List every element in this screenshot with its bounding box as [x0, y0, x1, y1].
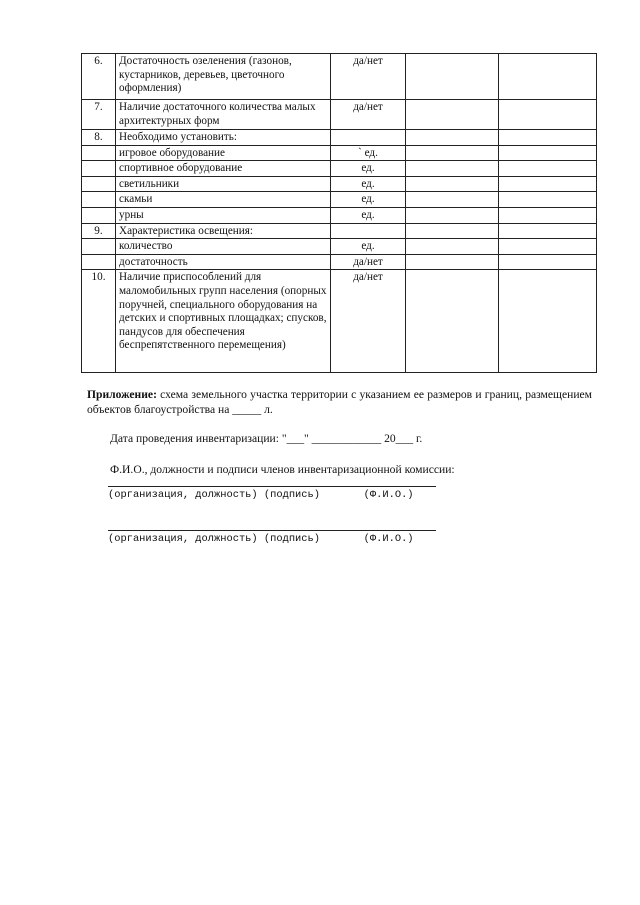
table-row — [82, 176, 597, 192]
row-number-cell: 9. — [82, 223, 116, 239]
row-unit-cell: ` ед. — [331, 145, 406, 161]
row-value-cell — [406, 145, 499, 161]
row-unit-cell: ед. — [331, 161, 406, 177]
signature-line-1 — [108, 486, 436, 487]
inventory-date-line: Дата проведения инвентаризации: "___" ____________ 20___ г. — [110, 432, 423, 445]
row-unit-cell: ед. — [331, 207, 406, 223]
row-value-cell — [406, 223, 499, 239]
signature-caption-1: (организация, должность) (подпись) (Ф.И.О.) — [108, 489, 414, 501]
row-number-cell — [82, 176, 116, 192]
appendix-paragraph — [87, 387, 592, 417]
row-note-cell — [499, 254, 597, 270]
row-number-cell — [82, 254, 116, 270]
inventory-table — [81, 53, 597, 373]
inventory-table-body — [82, 54, 597, 373]
row-description-cell: Наличие приспособлений для маломобильных групп населения (опорных поручней, специального оборудования на детских и спортивных площадках; спусков, пандусов для обеспечения беспрепятственного перемещения) — [116, 270, 331, 373]
row-description-cell: Необходимо установить: — [116, 130, 331, 146]
signature-caption-2: (организация, должность) (подпись) (Ф.И.О.) — [108, 533, 414, 545]
row-description-cell: Характеристика освещения: — [116, 223, 331, 239]
row-note-cell — [499, 176, 597, 192]
row-unit-cell: ед. — [331, 239, 406, 255]
row-unit-cell: ед. — [331, 192, 406, 208]
table-row — [82, 270, 597, 373]
row-note-cell — [499, 270, 597, 373]
row-number-cell: 10. — [82, 270, 116, 373]
appendix-text: схема земельного участка территории с указанием ее размеров и границ, размещением объектов благоустройства на _____ л. — [87, 388, 592, 416]
row-number-cell: 6. — [82, 54, 116, 100]
table-row — [82, 239, 597, 255]
row-description-cell: достаточность — [116, 254, 331, 270]
row-value-cell — [406, 239, 499, 255]
row-note-cell — [499, 161, 597, 177]
row-note-cell — [499, 145, 597, 161]
row-number-cell: 8. — [82, 130, 116, 146]
row-number-cell — [82, 145, 116, 161]
row-unit-cell: да/нет — [331, 270, 406, 373]
row-number-cell — [82, 192, 116, 208]
table-row — [82, 145, 597, 161]
appendix-label: Приложение: — [87, 388, 157, 401]
row-value-cell — [406, 161, 499, 177]
row-unit-cell: да/нет — [331, 254, 406, 270]
row-value-cell — [406, 176, 499, 192]
row-unit-cell: ед. — [331, 176, 406, 192]
table-row — [82, 130, 597, 146]
row-note-cell — [499, 207, 597, 223]
row-note-cell — [499, 130, 597, 146]
row-unit-cell — [331, 130, 406, 146]
row-unit-cell: да/нет — [331, 54, 406, 100]
row-description-cell: светильники — [116, 176, 331, 192]
table-row — [82, 192, 597, 208]
row-number-cell: 7. — [82, 100, 116, 130]
row-unit-cell: да/нет — [331, 100, 406, 130]
row-description-cell: скамьи — [116, 192, 331, 208]
table-row — [82, 100, 597, 130]
row-description-cell: Наличие достаточного количества малых архитектурных форм — [116, 100, 331, 130]
row-value-cell — [406, 207, 499, 223]
row-note-cell — [499, 239, 597, 255]
row-value-cell — [406, 130, 499, 146]
row-unit-cell — [331, 223, 406, 239]
row-value-cell — [406, 270, 499, 373]
row-number-cell — [82, 161, 116, 177]
row-note-cell — [499, 192, 597, 208]
table-row — [82, 254, 597, 270]
commission-heading: Ф.И.О., должности и подписи членов инвентаризационной комиссии: — [110, 463, 455, 476]
row-number-cell — [82, 239, 116, 255]
table-row — [82, 161, 597, 177]
row-note-cell — [499, 54, 597, 100]
table-row — [82, 223, 597, 239]
row-note-cell — [499, 100, 597, 130]
row-description-cell: спортивное оборудование — [116, 161, 331, 177]
row-value-cell — [406, 192, 499, 208]
table-row — [82, 54, 597, 100]
row-value-cell — [406, 54, 499, 100]
row-description-cell: Достаточность озеленения (газонов, кустарников, деревьев, цветочного оформления) — [116, 54, 331, 100]
row-number-cell — [82, 207, 116, 223]
row-description-cell: количество — [116, 239, 331, 255]
row-note-cell — [499, 223, 597, 239]
table-row — [82, 207, 597, 223]
row-description-cell: урны — [116, 207, 331, 223]
row-description-cell: игровое оборудование — [116, 145, 331, 161]
row-value-cell — [406, 254, 499, 270]
signature-line-2 — [108, 530, 436, 531]
row-value-cell — [406, 100, 499, 130]
